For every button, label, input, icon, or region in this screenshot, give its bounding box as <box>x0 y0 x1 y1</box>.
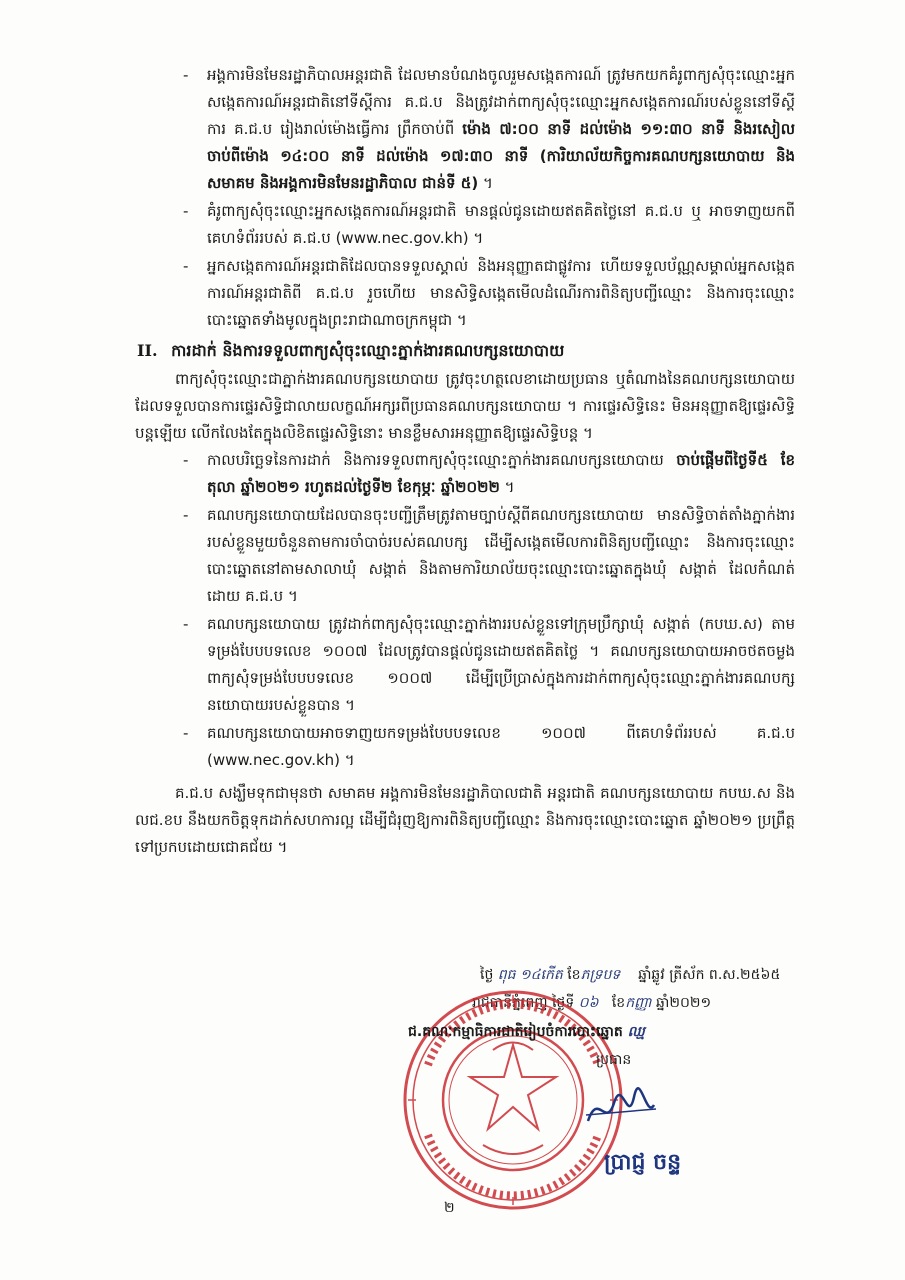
bullet-form-1007-submission <box>135 611 795 719</box>
bullet-text: គណបក្សនយោបាយ ត្រូវដាក់ពាក្យសុំចុះឈ្មោះភ្នាក់ងាររបស់ខ្លួនទៅក្រុមប្រឹក្សាឃុំ សង្កាត់ (កបឃ.ស) តាមទម្រង់បែបបទលេខ ១០០៧ ដែលត្រូវបានផ្តល់ជូនដោយឥតគិតថ្លៃ ។ គណបក្សនយោបាយអាចថតចម្លងពាក្យសុំទម្រង់បែបបទលេខ ១០០៧ ដើម្បីប្រើប្រាស់ក្នុងការដាក់ពាក្យសុំចុះឈ្មោះភ្នាក់ងារគណបក្សនយោបាយរបស់ខ្លួនបាន ។ <box>207 615 795 714</box>
handwritten-lunar-month: ភទ្របទ <box>580 967 621 983</box>
bullet-tail: ។ <box>478 174 493 192</box>
document-body <box>135 62 795 861</box>
page-number: ២ <box>444 1200 455 1216</box>
bullet-dash: - <box>183 506 189 524</box>
lunar-prefix: ថ្ងៃ <box>480 967 494 983</box>
handwritten-signature <box>580 1085 660 1135</box>
bullet-text: អង្គការមិនមែនរដ្ឋាភិបាលអន្តរជាតិ ដែលមានបំណងចូលរួមសង្កេតការណ៍ ត្រូវមកយកគំរូពាក្យសុំចុះឈ្មោះអ្នកសង្កេតការណ៍អន្តរជាតិនៅទីស្តីការ គ.ជ.ប និងត្រូវដាក់ពាក្យសុំចុះឈ្មោះអ្នកសង្កេតការណ៍របស់ខ្លួននៅទីស្តីការ គ.ជ.ប រៀងរាល់ម៉ោងធ្វើការ ព្រឹកចាប់ពី <box>207 66 795 138</box>
bullet-dash: - <box>183 66 189 84</box>
bullet-dash: - <box>183 451 189 469</box>
bullet-text: អ្នកសង្កេតការណ៍អន្តរជាតិដែលបានទទួលស្គាល់ និងអនុញ្ញាតជាផ្លូវការ ហើយទទួលប័ណ្ណសម្គាល់អ្នកសង្កេតការណ៍អន្តរជាតិពី គ.ជ.ប រួចហើយ មានសិទ្ធិសង្កេតមើលដំណើរការពិនិត្យបញ្ជីឈ្មោះ និងការចុះឈ្មោះបោះឆ្នោតទាំងមូលក្នុងព្រះរាជាណាចក្រកម្ពុជា ។ <box>207 257 795 329</box>
bullet-dash: - <box>183 615 189 633</box>
bullet-form-free-download <box>135 198 795 252</box>
president-label: ប្រធាន <box>596 1052 632 1068</box>
signer-name: ប្រាជ្ញ ចន្ទ <box>604 1149 682 1175</box>
bullet-dash: - <box>183 257 189 275</box>
lunar-year: ឆ្នាំឆ្លូវ ត្រីស័ក ព.ស.២៥៦៥ <box>638 967 781 983</box>
solar-prefix: រាជធានីភ្នំពេញ ថ្ងៃទី <box>472 995 575 1011</box>
organization-name-text: ជ.គណៈកម្មាធិការជាតិរៀបចំការបោះឆ្នោត <box>408 1024 623 1040</box>
bullet-text: កាលបរិច្ឆេទនៃការដាក់ និងការទទួលពាក្យសុំចុះឈ្មោះភ្នាក់ងារគណបក្សនយោបាយ <box>207 451 677 469</box>
bullet-bold-text: ម៉ោង ៧:០០ នាទី ដល់ម៉ោង ១១:៣០ នាទី និងរសៀលចាប់ពីម៉ោង ១៤:០០ នាទី ដល់ម៉ោង ១៧:៣០ នាទី (ការិយាល័យកិច្ចការគណបក្សនយោបាយ និងសមាគម និងអង្គការមិនមែនរដ្ឋាភិបាល ជាន់ទី ៥) <box>207 120 795 192</box>
handwritten-day: ០៦ <box>578 995 599 1011</box>
bullet-text: គំរូពាក្យសុំចុះឈ្មោះអ្នកសង្កេតការណ៍អន្តរជាតិ មានផ្តល់ជូនដោយឥតគិតថ្លៃនៅ គ.ជ.ប ឬ អាចទាញយកពីគេហទំព័ររបស់ គ.ជ.ប (www.nec.gov.kh) ។ <box>207 202 795 247</box>
bullet-dash: - <box>183 724 189 742</box>
bullet-submission-period <box>135 447 795 501</box>
handwritten-mark: ឈ្ម <box>627 1024 645 1040</box>
section-2-heading <box>135 336 795 366</box>
solar-year: ឆ្នាំ២០២១ <box>656 995 712 1011</box>
bullet-international-ngo-registration <box>135 62 795 197</box>
bullet-text: គណបក្សនយោបាយអាចទាញយកទម្រង់បែបបទលេខ ១០០៧ ពីគេហទំព័ររបស់ គ.ជ.ប (www.nec.gov.kh) ។ <box>207 724 795 769</box>
bullet-text: គណបក្សនយោបាយដែលបានចុះបញ្ជីត្រឹមត្រូវតាមច្បាប់ស្តីពីគណបក្សនយោបាយ មានសិទ្ធិចាត់តាំងភ្នាក់ងាររបស់ខ្លួនមួយចំនួនតាមការចាំបាច់របស់គណបក្ស ដើម្បីសង្កេតមើលការពិនិត្យបញ្ជីឈ្មោះ និងការចុះឈ្មោះបោះឆ្នោតនៅតាមសាលាឃុំ សង្កាត់ និងតាមការិយាល័យចុះឈ្មោះបោះឆ្នោតក្នុងឃុំ សង្កាត់ ដែលកំណត់ដោយ គ.ជ.ប ។ <box>207 506 795 605</box>
section-title: ការដាក់ និងការទទួលពាក្យសុំចុះឈ្មោះភ្នាក់ងារគណបក្សនយោបាយ <box>171 341 565 360</box>
bullet-observer-rights <box>135 253 795 334</box>
bullet-party-agent-rights <box>135 502 795 610</box>
handwritten-weekday: ពុធ <box>497 967 516 983</box>
bullet-form-1007-download <box>135 720 795 774</box>
bullet-dash: - <box>183 202 189 220</box>
handwritten-month: កញ្ញា <box>625 995 652 1011</box>
lunar-month-label: ខែ <box>567 967 581 983</box>
closing-paragraph: គ.ជ.ប សង្ឃឹមទុកជាមុនថា សមាគម អង្គការមិនមែនរដ្ឋាភិបាលជាតិ អន្តរជាតិ គណបក្សនយោបាយ កបឃ.ស និង លជ.ខប នឹងយកចិត្តទុកដាក់សហការល្អ ដើម្បីជំរុញឱ្យការពិនិត្យបញ្ជីឈ្មោះ និងការចុះឈ្មោះបោះឆ្នោត ឆ្នាំ២០២១ ប្រព្រឹត្តទៅប្រកបដោយជោគជ័យ ។ <box>135 784 795 856</box>
section-2-intro: ពាក្យសុំចុះឈ្មោះជាភ្នាក់ងារគណបក្សនយោបាយ ត្រូវចុះហត្ថលេខាដោយប្រធាន ឬតំណាងនៃគណបក្សនយោបាយ ដែលទទួលបានការផ្ទេរសិទ្ធិជាលាយលក្ខណ៍អក្សរពីប្រធានគណបក្សនយោបាយ ។ ការផ្ទេរសិទ្ធិនេះ មិនអនុញ្ញាតឱ្យផ្ទេរសិទ្ធិបន្តឡើយ លើកលែងតែក្នុងលិខិតផ្ទេរសិទ្ធិនោះ មានខ្លឹមសារអនុញ្ញាតឱ្យផ្ទេរសិទ្ធិបន្ត ។ <box>135 370 795 442</box>
solar-month-label: ខែ <box>611 995 626 1011</box>
section-number: II. <box>137 341 158 360</box>
bullet-tail: ។ <box>499 478 515 496</box>
organization-name <box>408 1022 645 1043</box>
bullet-bold-text: ចាប់ផ្តើមពីថ្ងៃទី៥ ខែតុលា ឆ្នាំ២០២១ រហូតដល់ថ្ងៃទី២ ខែកុម្ភៈ ឆ្នាំ២០២២ <box>207 451 795 496</box>
handwritten-lunar-date: ១៤កើត <box>520 967 563 983</box>
